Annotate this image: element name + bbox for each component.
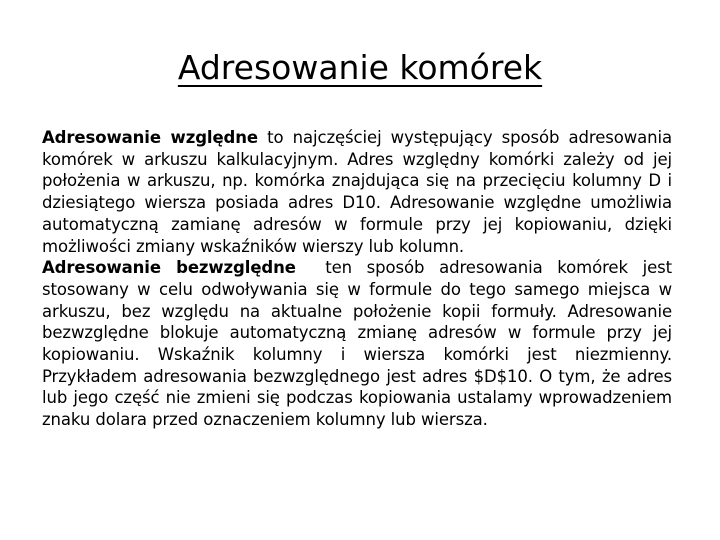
paragraph-relative-addressing [42, 127, 672, 257]
paragraph-absolute-addressing [42, 257, 678, 431]
slide-body [42, 127, 678, 431]
paragraph-text: to najczęściej występujący sposób adresowania komórek w arkuszu kalkulacyjnym. Adres względny komórki zależy od jej położenia w arkuszu, np. komórka znajdująca się na przecięciu kolumny D i dziesiątego wiersza posiada adres D10. Adresowanie względne umożliwia automatyczną zamianę adresów w formule przy jej kopiowaniu, dzięki możliwości zmiany wskaźników wierszy lub kolumn. [42, 128, 672, 256]
paragraph-text: ten sposób adresowania komórek jest stosowany w celu odwoływania się w formule do tego samego miejsca w arkuszu, bez względu na aktualne położenie kopii formuły. Adresowanie bezwzględne blokuje automatyczną zmianę adresów w formule przy jej kopiowaniu. Wskaźnik kolumny i wiersza komórki jest niezmienny. Przykładem adresowania bezwzględnego jest adres $D$10. O tym, że adres lub jego część nie zmieni się podczas kopiowania ustalamy wprowadzeniem znaku dolara przed oznaczeniem kolumny lub wiersza. [42, 258, 678, 430]
term-relative-addressing: Adresowanie względne [42, 128, 259, 147]
slide-title: Adresowanie komórek [177, 48, 543, 87]
term-absolute-addressing: Adresowanie bezwzględne [42, 258, 296, 278]
